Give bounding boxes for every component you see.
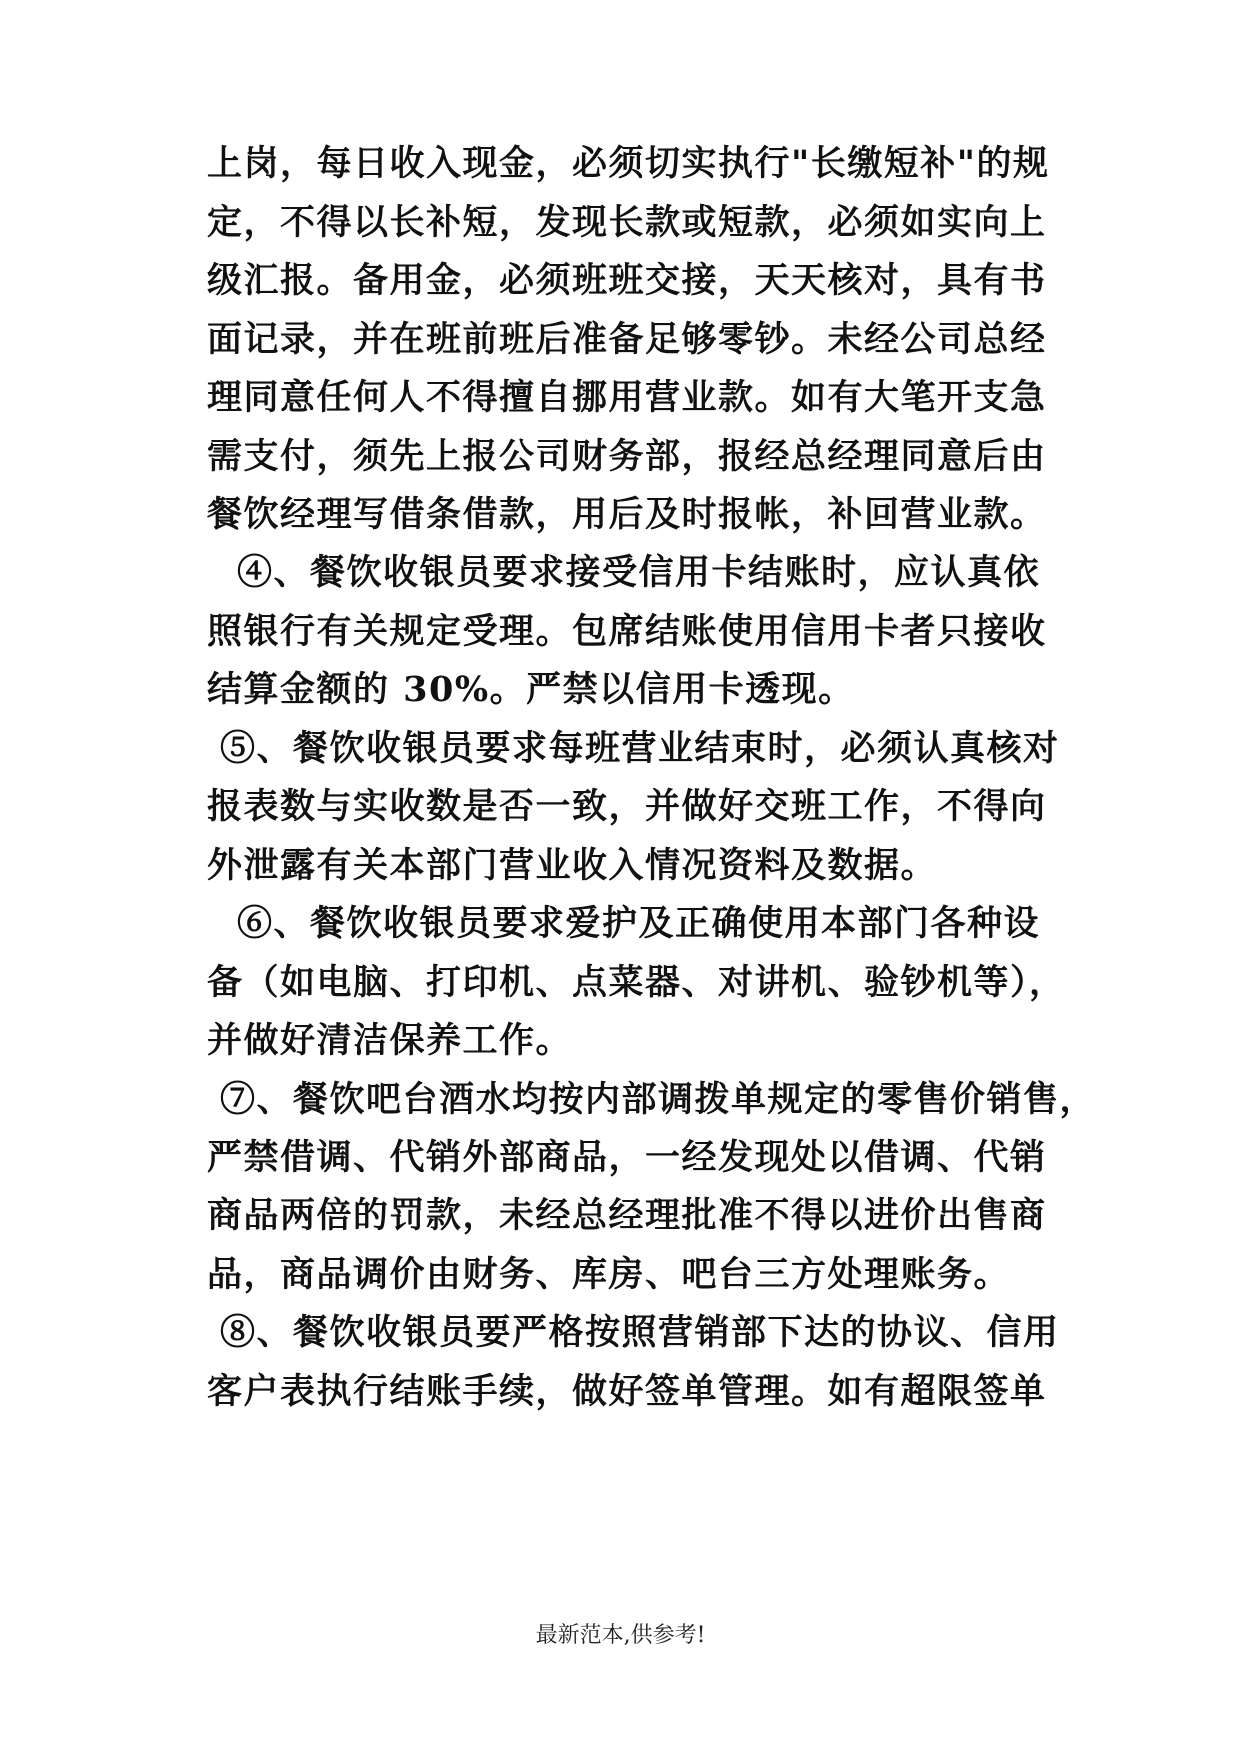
page-footer: 最新范本,供参考! (535, 1623, 706, 1648)
body-text-line: ⑤、餐饮收银员要求每班营业结束时，必须认真核对 (220, 728, 1060, 769)
body-text-line: 商品两倍的罚款，未经总经理批准不得以进价出售商 (207, 1195, 1047, 1236)
body-text-line: 理同意任何人不得擅自挪用营业款。如有大笔开支急 (207, 377, 1047, 418)
body-text-line: 餐饮经理写借条借款，用后及时报帐，补回营业款。 (207, 494, 1047, 535)
body-text-line: 结算金额的 30%。严禁以信用卡透现。 (207, 669, 855, 710)
body-text-line: 需支付，须先上报公司财务部，报经总经理同意后由 (207, 436, 1047, 477)
body-text-line: ⑧、餐饮收银员要严格按照营销部下达的协议、信用 (220, 1312, 1060, 1353)
body-text-line: ⑥、餐饮收银员要求爱护及正确使用本部门各种设 (237, 903, 1041, 944)
body-text-line: 客户表执行结账手续，做好签单管理。如有超限签单 (207, 1371, 1047, 1412)
body-text-line: 备（如电脑、打印机、点菜器、对讲机、验钞机等）， (207, 962, 1066, 1003)
body-text-line: 定，不得以长补短，发现长款或短款，必须如实向上 (207, 202, 1047, 243)
body-text-line: ⑦、餐饮吧台酒水均按内部调拨单规定的零售价销售， (220, 1079, 1097, 1120)
body-text-line: 级汇报。备用金，必须班班交接，天天核对，具有书 (207, 260, 1047, 301)
body-text-line: 面记录，并在班前班后准备足够零钞。未经公司总经 (207, 319, 1047, 360)
body-text-line: 并做好清洁保养工作。 (207, 1020, 573, 1061)
body-text-line: 报表数与实收数是否一致，并做好交班工作，不得向 (207, 786, 1047, 827)
body-text-line: 严禁借调、代销外部商品，一经发现处以借调、代销 (207, 1137, 1047, 1178)
body-text-line: 外泄露有关本部门营业收入情况资料及数据。 (207, 845, 938, 886)
body-text-line: ④、餐饮收银员要求接受信用卡结账时，应认真依 (237, 552, 1041, 593)
body-text-line: 品，商品调价由财务、库房、吧台三方处理账务。 (207, 1254, 1011, 1295)
body-text-line: 照银行有关规定受理。包席结账使用信用卡者只接收 (207, 611, 1047, 652)
body-text-line: 上岗，每日收入现金，必须切实执行"长缴短补"的规 (207, 143, 1050, 184)
